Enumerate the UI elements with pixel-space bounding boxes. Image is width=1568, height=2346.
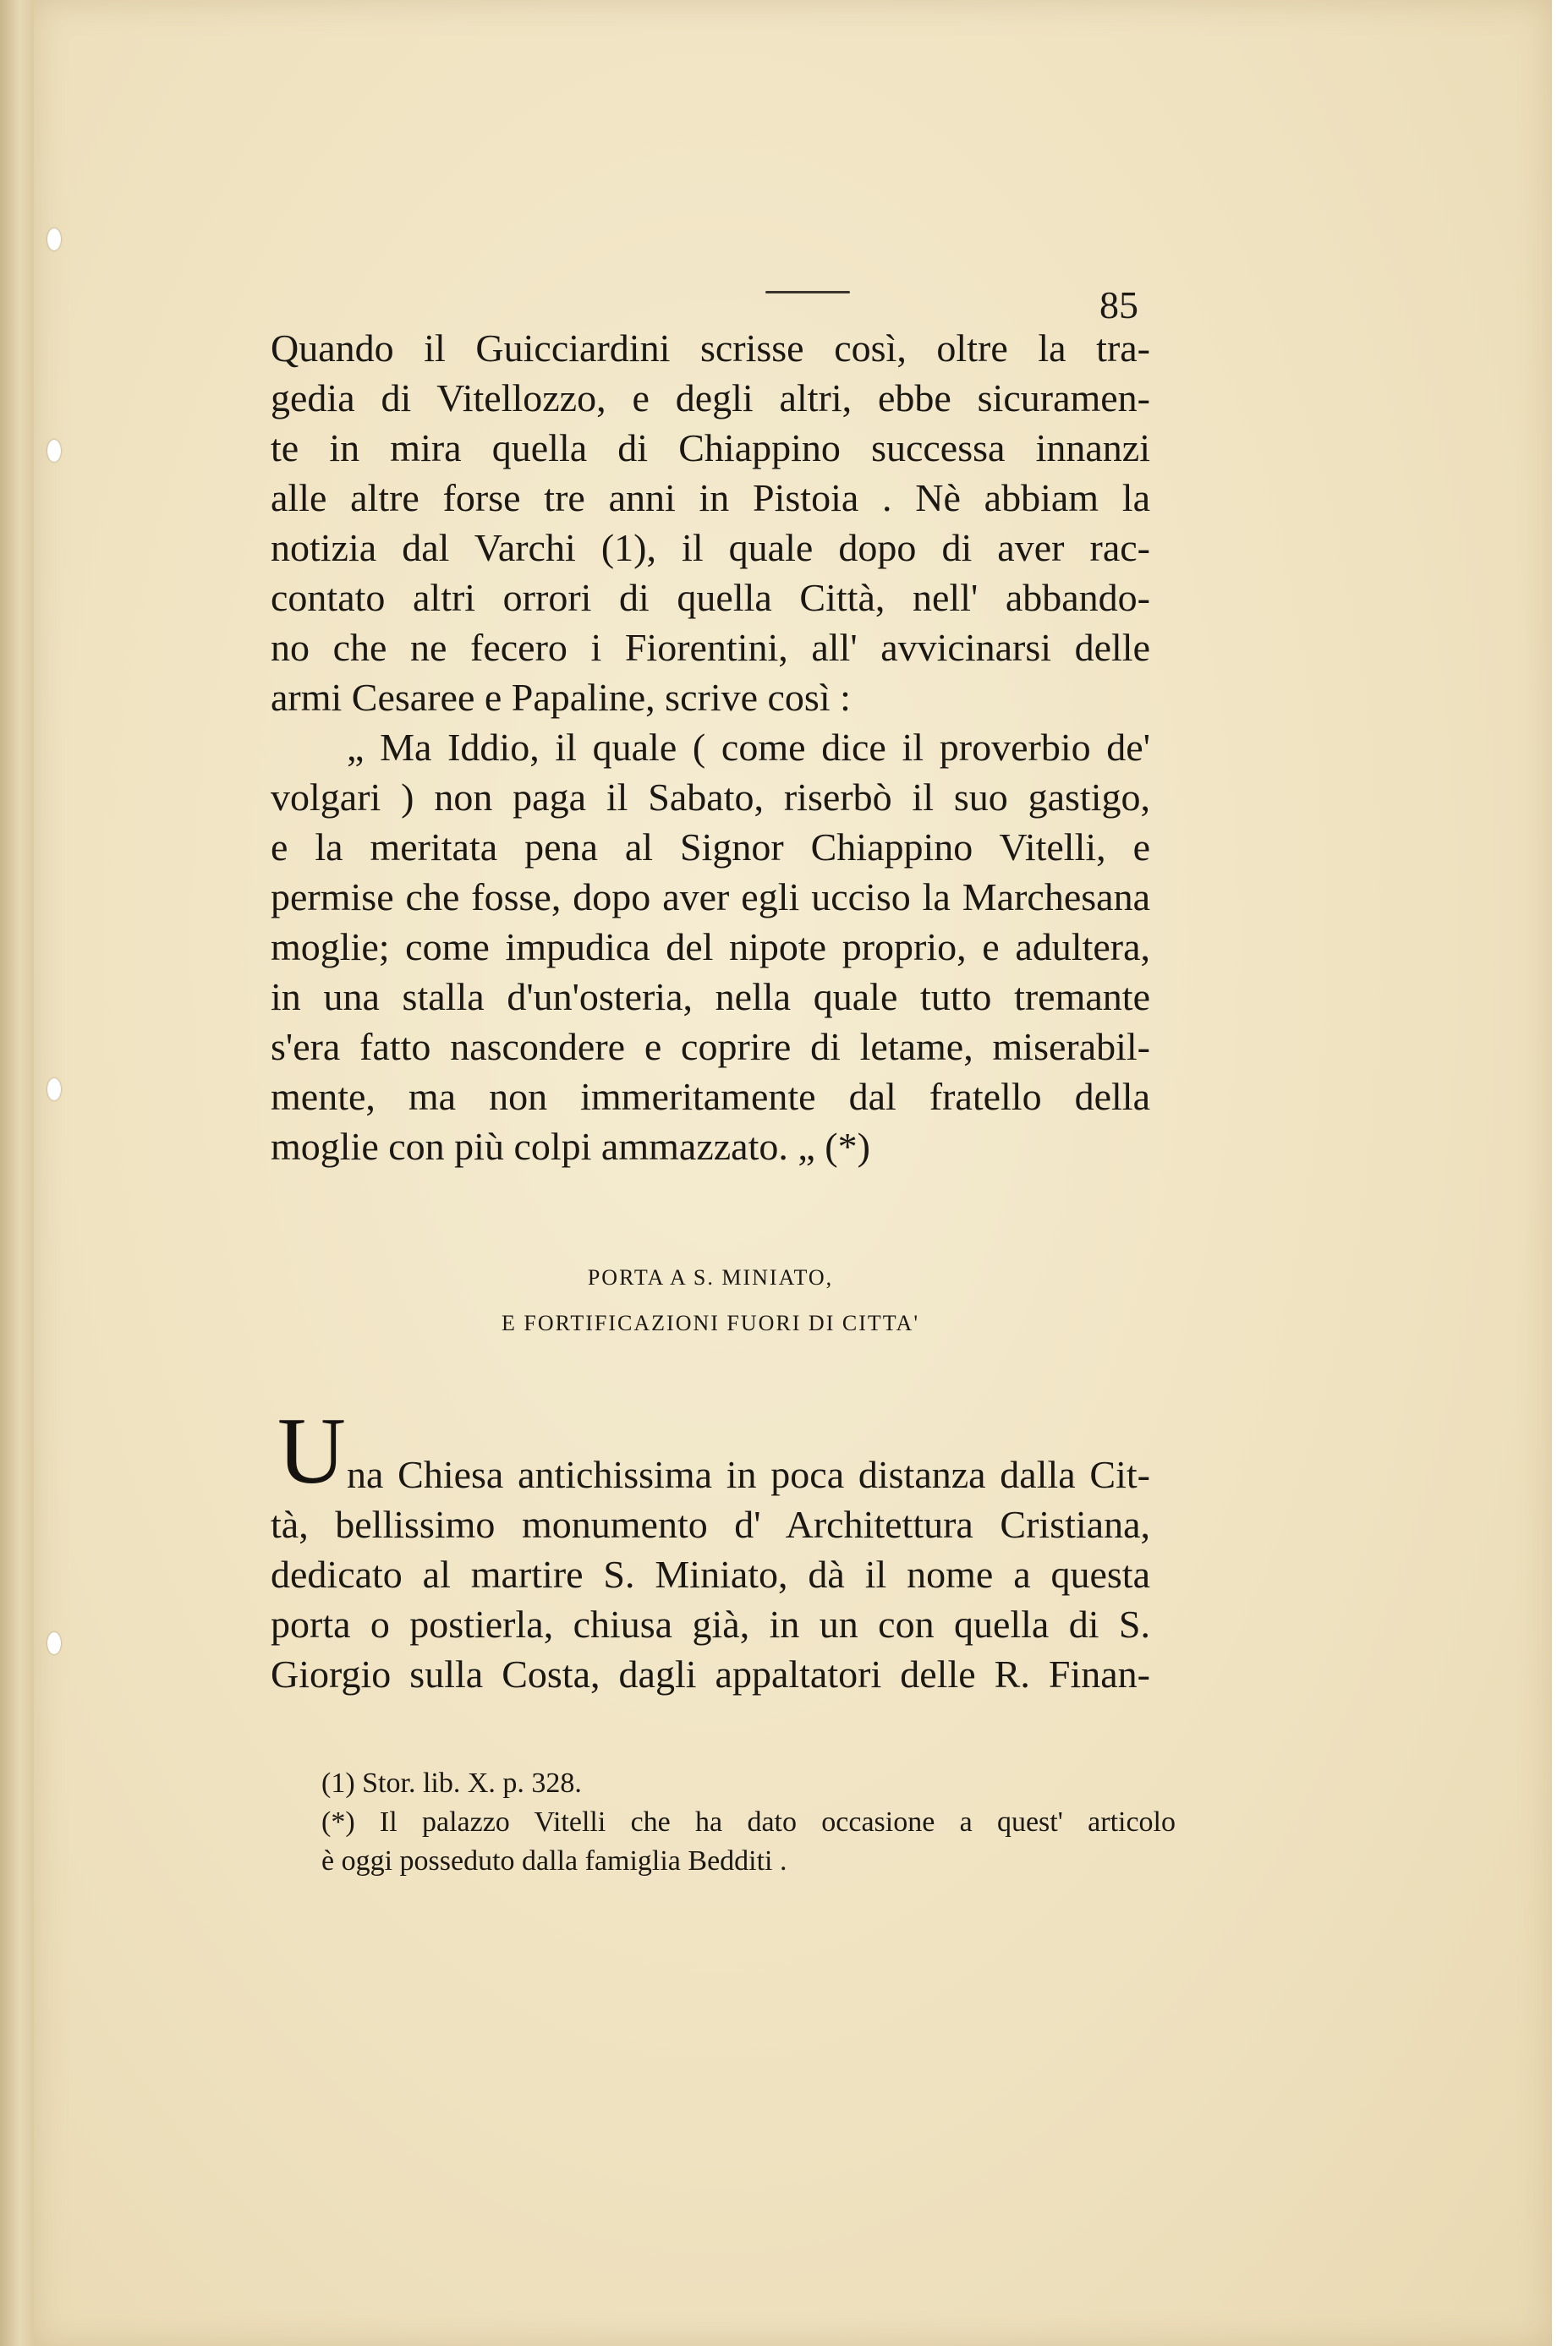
adjacent-page-edge — [0, 0, 34, 2346]
text-line: volgari ) non paga il Sabato, riserbò il suo gastigo, — [271, 776, 1150, 819]
paragraph-2 — [271, 1499, 1150, 1699]
text-line: s'era fatto nascondere e coprire di letame, miserabil- — [271, 1025, 1150, 1068]
footnotes — [321, 1764, 1176, 1881]
binding-hole — [47, 440, 61, 462]
footnote: (*) Il palazzo Vitelli che ha dato occasione a quest' articolo — [321, 1806, 1176, 1838]
text-line: Quando il Guicciardini scrisse così, oltre la tra- — [271, 326, 1150, 370]
text-line: mente, ma non immeritamente dal fratello della — [271, 1075, 1150, 1118]
binding-hole — [47, 1632, 61, 1654]
text-line: e la meritata pena al Signor Chiappino Vitelli, e — [271, 825, 1150, 869]
text-line: te in mira quella di Chiappino successa innanzi — [271, 426, 1150, 469]
paragraph-1 — [271, 323, 1150, 722]
paragraph-2-first-lines — [347, 1450, 1150, 1499]
text-line: moglie; come impudica del nipote proprio, e adultera, — [271, 925, 1150, 968]
text-line: tà, bellissimo monumento d' Architettura Cristiana, — [271, 1503, 1150, 1546]
footnote: (1) Stor. lib. X. p. 328. — [321, 1768, 582, 1799]
header-ornament — [765, 291, 850, 293]
section-heading-line-2: E FORTIFICAZIONI FUORI DI CITTA' — [501, 1311, 919, 1335]
text-line: Giorgio sulla Costa, dagli appaltatori delle R. Finan- — [271, 1653, 1150, 1696]
text-line: permise che fosse, dopo aver egli ucciso la Marchesana — [271, 875, 1150, 918]
binding-hole — [47, 228, 61, 250]
text-line: dedicato al martire S. Miniato, dà il nome a questa — [271, 1553, 1150, 1596]
text-line: na Chiesa antichissima in poca distanza dalla Cit- — [347, 1453, 1150, 1496]
text-line: alle altre forse tre anni in Pistoia . Nè abbiam la — [271, 476, 1150, 519]
page-number: 85 — [1099, 283, 1138, 326]
binding-hole — [47, 1078, 61, 1100]
quotation — [271, 722, 1150, 1171]
drop-cap: U — [277, 1399, 346, 1504]
section-heading-line-1: PORTA A S. MINIATO, — [587, 1265, 834, 1290]
text-line: armi Cesaree e Papaline, scrive così : — [271, 676, 851, 719]
text-line: notizia dal Varchi (1), il quale dopo di aver rac- — [271, 526, 1150, 569]
text-line: no che ne fecero i Fiorentini, all' avvicinarsi delle — [271, 626, 1150, 669]
text-line: in una stalla d'un'osteria, nella quale tutto tremante — [271, 975, 1150, 1018]
text-line: moglie con più colpi ammazzato. „ (*) — [271, 1125, 870, 1168]
text-line: „ Ma Iddio, il quale ( come dice il proverbio de' — [347, 726, 1150, 769]
text-line: contato altri orrori di quella Città, nell' abbando- — [271, 576, 1150, 619]
text-line: porta o postierla, chiusa già, in un con quella di S. — [271, 1603, 1150, 1646]
text-line: gedia di Vitellozzo, e degli altri, ebbe sicuramen- — [271, 376, 1150, 419]
footnote: è oggi posseduto dalla famiglia Bedditi . — [321, 1845, 787, 1877]
